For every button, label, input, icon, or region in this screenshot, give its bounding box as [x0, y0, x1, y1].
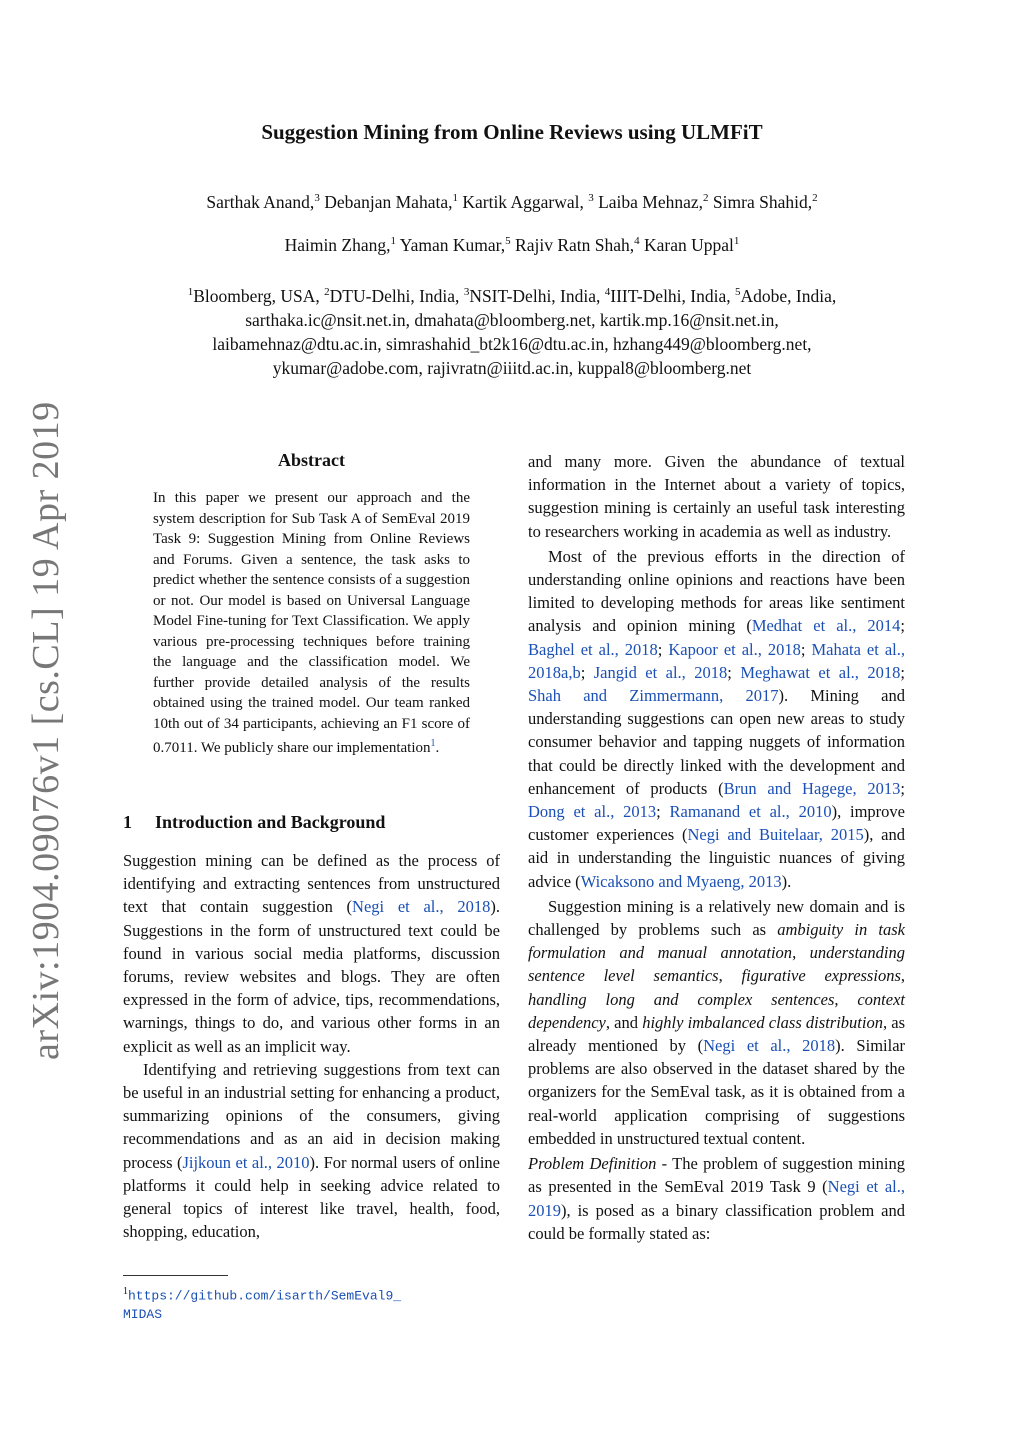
affil-org: IIIT-Delhi, India, — [610, 285, 735, 306]
emphasis: highly imbalanced class distribution — [642, 1012, 883, 1032]
author: Sarthak Anand, — [206, 191, 315, 212]
arxiv-stamp: arXiv:1904.09076v1 [cs.CL] 19 Apr 2019 — [25, 401, 67, 1060]
text: , as already mentioned by ( — [528, 1012, 905, 1056]
text: ), improve customer experiences ( — [528, 802, 905, 845]
affil-org: Bloomberg, USA, — [193, 285, 325, 306]
paragraph — [528, 895, 905, 1150]
text: ; — [900, 662, 905, 682]
text: , and — [605, 1012, 643, 1032]
affiliation-orgs — [0, 280, 1024, 308]
text: , — [900, 966, 905, 986]
text: Suggestion mining is a relatively new domain and is challenged by problems such as — [528, 896, 905, 940]
author: Yaman Kumar, — [396, 234, 506, 255]
text: ; — [656, 802, 670, 822]
author-affil-mark: 1 — [733, 235, 740, 247]
citation-link[interactable]: Ramanand et al., 2010 — [669, 802, 832, 822]
author-affil-mark: 2 — [812, 192, 818, 204]
author: Debanjan Mahata, — [319, 191, 453, 212]
affil-mark: 5 — [735, 286, 741, 298]
section-heading — [123, 812, 385, 833]
paragraph — [123, 849, 500, 1058]
text: Suggestion mining can be defined as the process of identifying and extracting sentences from unstructured text that contain suggestion ( — [123, 851, 500, 917]
text: ). Similar problems are also observed in the dataset shared by the organizers for the SemEval task, as it is obtained from a real-world application comprising of suggestions embedded in unstructured textual content. — [528, 1036, 906, 1148]
author: Karan Uppal — [639, 234, 734, 255]
footnote-rule — [123, 1275, 228, 1276]
emphasis: handling long and complex sentences — [528, 989, 835, 1009]
author: Kartik Aggarwal, — [457, 191, 589, 212]
citation-link[interactable]: Shah and Zimmermann, 2017 — [528, 686, 779, 706]
author-affil-mark: 1 — [390, 235, 397, 247]
section-title: Introduction and Background — [155, 812, 386, 832]
affil-mark: 2 — [324, 286, 330, 298]
paragraph — [528, 545, 905, 893]
citation-link[interactable]: Dong et al., 2013 — [528, 802, 657, 822]
citation-link[interactable]: Negi et al., 2018 — [703, 1036, 836, 1056]
author: Haimin Zhang, — [284, 234, 391, 255]
citation-link[interactable]: Mahata et al., 2018a,b — [528, 639, 905, 682]
emphasis: context dependency — [528, 989, 905, 1032]
text: ). — [781, 871, 792, 891]
text: - The problem of suggestion mining as presented in the SemEval 2019 Task 9 ( — [528, 1154, 905, 1197]
footnote — [123, 1282, 500, 1324]
abstract-body — [153, 488, 470, 759]
citation-link[interactable]: Brun and Hagege, 2013 — [723, 778, 901, 798]
citation-link[interactable]: Negi et al., 2019 — [528, 1177, 906, 1220]
text: ), and aid in understanding the linguistic nuances of giving advice ( — [528, 825, 905, 891]
paragraph — [123, 1058, 500, 1244]
author-emails-2: laibamehnaz@dtu.ac.in, simrashahid_bt2k16@dtu.ac.in, hzhang449@bloomberg.net, — [212, 333, 812, 354]
affiliations — [0, 280, 1024, 380]
text: , — [792, 943, 810, 963]
text: , — [718, 966, 742, 986]
text: ). For normal users of online platforms it could help in seeking advice related to general topics of interest like travel, health, food, shopping, education, — [123, 1152, 500, 1242]
citation-link[interactable]: Negi and Buitelaar, 2015 — [687, 825, 864, 845]
text: ), is posed as a binary classification problem and could be formally stated as: — [528, 1200, 905, 1243]
citation-link[interactable]: Meghawat et al., 2018 — [740, 662, 901, 682]
citation-link[interactable]: Wicaksono and Myaeng, 2013 — [580, 871, 782, 891]
author-affil-mark: 3 — [588, 192, 594, 204]
text: ; — [900, 616, 905, 636]
citation-link[interactable]: Negi et al., 2018 — [352, 897, 491, 917]
author-affil-mark: 1 — [452, 192, 458, 204]
citation-link[interactable]: Jijkoun et al., 2010 — [182, 1152, 310, 1172]
citation-link[interactable]: Medhat et al., 2014 — [751, 616, 901, 636]
author: Simra Shahid, — [708, 191, 813, 212]
section-number: 1 — [123, 812, 132, 832]
text: ; — [580, 662, 594, 682]
citation-link[interactable]: Baghel et al., 2018 — [528, 639, 658, 659]
text: ; — [727, 662, 741, 682]
affil-org: Adobe, India, — [740, 285, 837, 306]
left-column-body — [123, 849, 500, 1243]
affil-mark: 1 — [187, 286, 194, 298]
author-line-1 — [0, 186, 1024, 214]
author-emails-3: ykumar@adobe.com, rajivratn@iiitd.ac.in, kuppal8@bloomberg.net — [272, 357, 752, 378]
author-affil-mark: 3 — [314, 192, 320, 204]
footnote-url[interactable]: https://github.com/isarth/SemEval9_ — [128, 1288, 402, 1304]
author-affil-mark: 5 — [505, 235, 511, 247]
paragraph — [528, 1152, 905, 1245]
author-affil-mark: 4 — [634, 235, 640, 247]
emphasis: figurative expressions — [741, 966, 901, 986]
paragraph: and many more. Given the abundance of textual information in the Internet about a variety of topics, suggestion mining is certainly an useful task interesting to researchers working in academia as well as industry. — [528, 452, 905, 541]
author-line-2 — [0, 229, 1024, 257]
abstract-end: . — [435, 740, 440, 756]
citation-link[interactable]: Kapoor et al., 2018 — [668, 639, 801, 659]
right-column-body — [528, 450, 905, 1245]
footnote-url-cont[interactable]: MIDAS — [123, 1307, 163, 1323]
emphasis: understanding sentence level semantics — [528, 943, 905, 986]
text: ; — [800, 639, 812, 659]
affil-mark: 3 — [463, 286, 470, 298]
text: ). Suggestions in the form of unstructured text could be found in various social media platforms, discussion forums, review websites and blogs. They are often expressed in the form of advice, tips, recommendations, warnings, things to do, and various other forms in an explicit as well as an implicit way. — [123, 897, 500, 1056]
text: , — [834, 989, 858, 1009]
text: Most of the previous efforts in the direction of understanding online opinions and reactions have been limited to developing methods for areas like sentiment analysis and opinion mining ( — [528, 546, 905, 636]
text: ; — [657, 639, 669, 659]
abstract-text: In this paper we present our approach and the system description for Sub Task A of SemEval 2019 Task 9: Suggestion Mining from Online Reviews and Forums. Given a sentence, the task asks to predict whether the sentence consists of a suggestion or not. Our model is based on Universal Language Model Fine-tuning for Text Classification. We apply various pre-processing techniques before training the language and the classification model. We further provide detailed analysis of the results obtained using the trained model. Our team ranked 10th out of 34 participants, achieving an F1 score of 0.7011. We publicly share our implementation — [153, 490, 470, 756]
author: Rajiv Ratn Shah, — [510, 234, 635, 255]
emphasis: Problem Definition — [528, 1154, 657, 1174]
text: ; — [900, 778, 905, 798]
abstract-heading: Abstract — [278, 450, 345, 470]
text: ). Mining and understanding suggestions can open new areas to study consumer behavior and tapping nuggets of information that could be directly linked with the development and enhancement of products ( — [528, 686, 905, 798]
paper-title: Suggestion Mining from Online Reviews using ULMFiT — [261, 120, 763, 144]
footnote-number: 1 — [123, 1286, 128, 1297]
affil-org: DTU-Delhi, India, — [329, 285, 464, 306]
text: Identifying and retrieving suggestions from text can be useful in an industrial setting for enhancing a product, summarizing opinions of the consumers, giving recommendations and as an aid in decision making process ( — [123, 1059, 500, 1172]
author-emails-1: sarthaka.ic@nsit.net.in, dmahata@bloomberg.net, kartik.mp.16@nsit.net.in, — [245, 309, 779, 330]
affil-org: NSIT-Delhi, India, — [469, 285, 605, 306]
author-affil-mark: 2 — [703, 192, 709, 204]
footnote-mark[interactable]: 1 — [430, 738, 436, 749]
citation-link[interactable]: Jangid et al., 2018 — [593, 662, 728, 682]
emphasis: ambiguity in task formulation and manual annotation — [528, 920, 906, 963]
affil-mark: 4 — [604, 286, 611, 298]
author: Laiba Mehnaz, — [593, 191, 704, 212]
